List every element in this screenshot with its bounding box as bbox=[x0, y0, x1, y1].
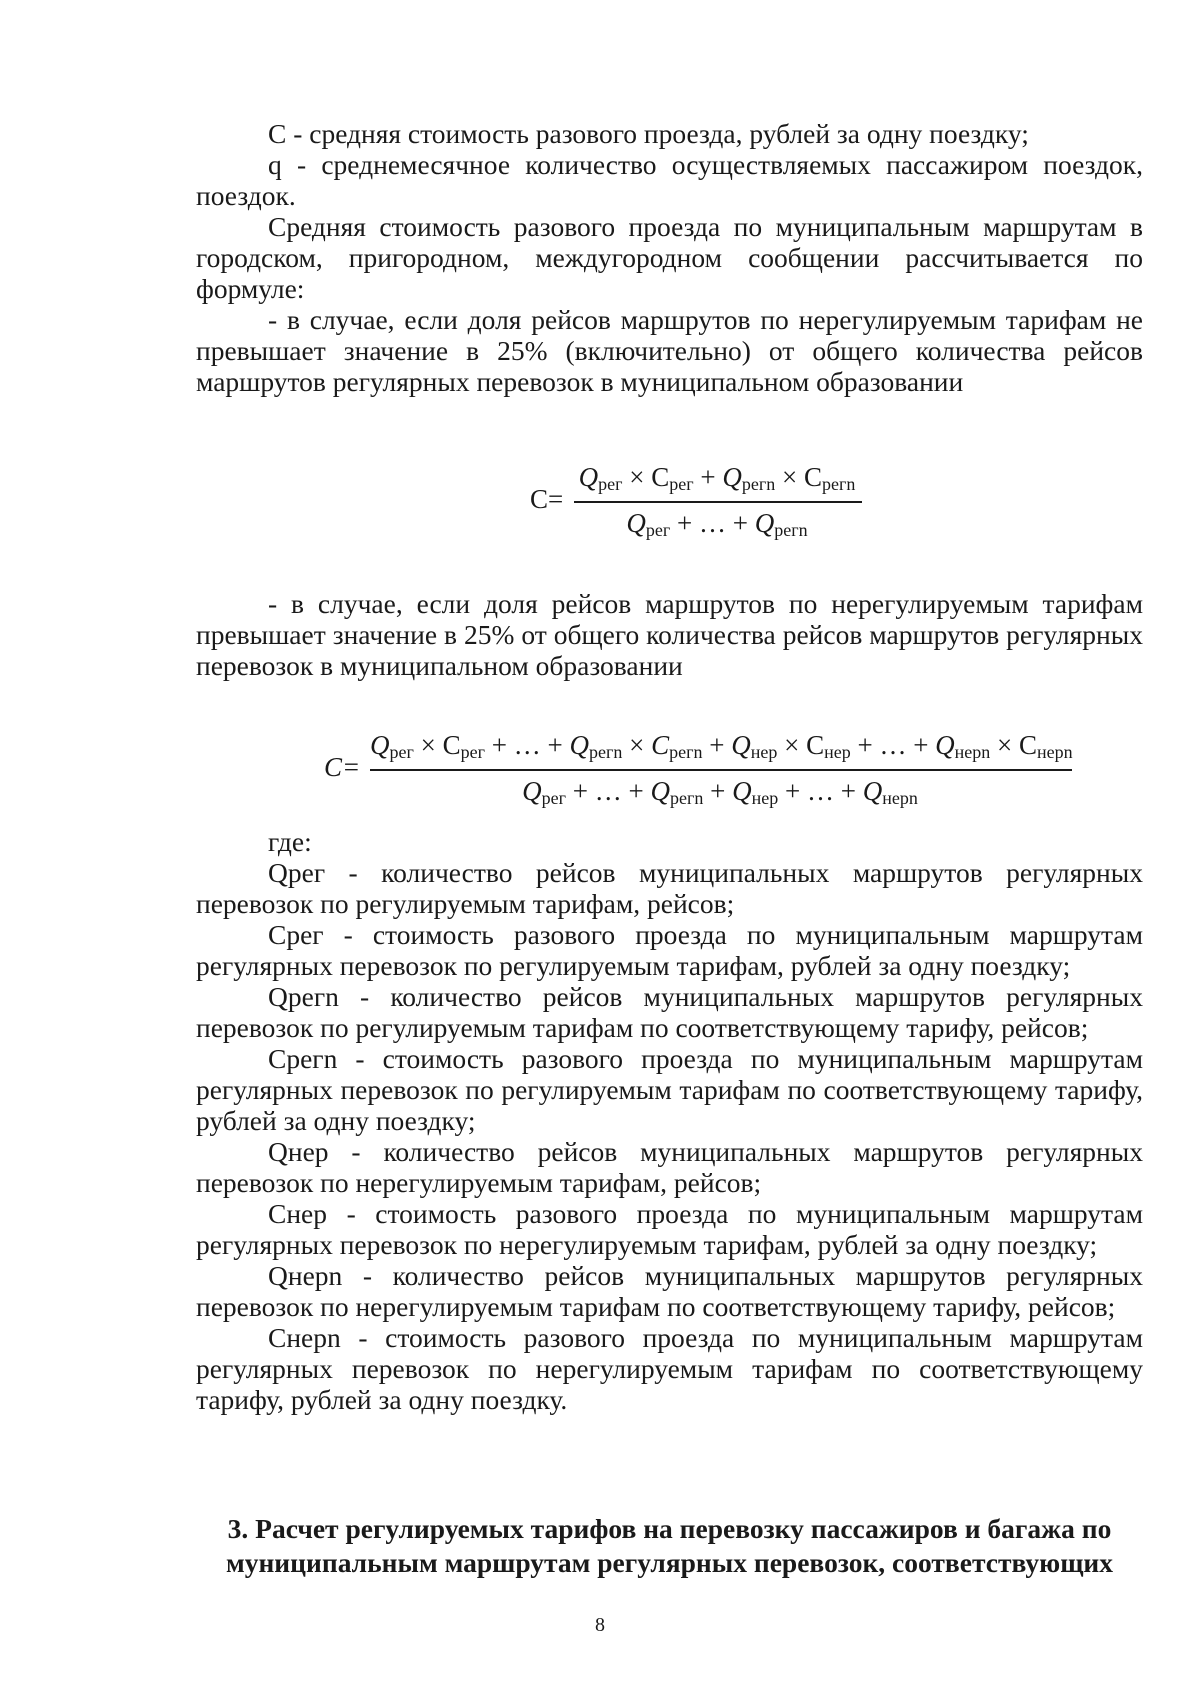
formula-2-lhs: C= bbox=[324, 752, 361, 782]
text-block-intro bbox=[196, 118, 1143, 397]
formula-1-numerator: $Q_{рег} \times С_{рег} + Q_{регn} \times С_{регn}$ bbox=[578, 462, 856, 494]
paragraph-where: где: bbox=[268, 826, 312, 857]
formula-1-lhs: С= bbox=[530, 484, 564, 514]
paragraph-q-definition: q - среднемесячное количество осуществляемых пассажиром поездок, поездок. bbox=[196, 149, 1143, 211]
text-block-definitions bbox=[196, 826, 1143, 1415]
section-heading: 3. Расчет регулируемых тарифов на перевозку пассажиров и багажа по муниципальным маршрутам регулярных перевозок, соответствующих bbox=[225, 1513, 1114, 1578]
paragraph-c-definition: С - средняя стоимость разового проезда, рублей за одну поездку; bbox=[268, 118, 1029, 149]
definition-q-reg: Qрег - количество рейсов муниципальных маршрутов регулярных перевозок по регулируемым тарифам, рейсов; bbox=[196, 857, 1143, 919]
paragraph-case-exceed: - в случае, если доля рейсов маршрутов по нерегулируемым тарифам превышает значение в 25% от общего количества рейсов маршрутов регулярных перевозок в муниципальном образовании bbox=[196, 588, 1143, 681]
formula-1-denominator: $Q_{рег}$ + … + $Q_{регn}$ bbox=[626, 508, 808, 540]
formula-2-denominator: $Q_{рег}$ + … + $Q_{регn} + Q_{нер}$ + … + $Q_{нерn}$ bbox=[522, 776, 918, 808]
definition-q-regn: Qрегn - количество рейсов муниципальных маршрутов регулярных перевозок по регулируемым тарифам по соответствующему тарифу, рейсов; bbox=[196, 981, 1143, 1043]
formula-1-fraction-bar bbox=[574, 501, 862, 503]
definition-q-ner: Qнер - количество рейсов муниципальных маршрутов регулярных перевозок по нерегулируемым тарифам, рейсов; bbox=[196, 1136, 1143, 1198]
formula-2-fraction-bar bbox=[370, 769, 1072, 771]
definition-q-nern: Qнерn - количество рейсов муниципальных маршрутов регулярных перевозок по нерегулируемым тарифам по соответствующему тарифу, рейсов; bbox=[196, 1260, 1143, 1322]
definition-c-regn: Срегn - стоимость разового проезда по муниципальным маршрутам регулярных перевозок по регулируемым тарифам по соответствующему тарифу, рублей за одну поездку; bbox=[196, 1043, 1143, 1136]
definition-c-reg: Срег - стоимость разового проезда по муниципальным маршрутам регулярных перевозок по регулируемым тарифам, рублей за одну поездку; bbox=[196, 919, 1143, 981]
definition-c-nern: Снерn - стоимость разового проезда по муниципальным маршрутам регулярных перевозок по нерегулируемым тарифам по соответствующему тарифу, рублей за одну поездку. bbox=[196, 1322, 1143, 1415]
formula-2-numerator: $Q_{рег} \times С_{рег}$ + … + $Q_{регn} \times С_{регn} + Q_{нер} \times С_{нер}$ + … + $Q_{нерn} \times С_{нерn}$ bbox=[370, 730, 1073, 762]
text-block-case-exceed bbox=[196, 588, 1143, 681]
paragraph-case-not-exceed: - в случае, если доля рейсов маршрутов по нерегулируемым тарифам не превышает значение в 25% (включительно) от общего количества рейсов маршрутов регулярных перевозок в муниципальном образовании bbox=[196, 304, 1143, 397]
definition-c-ner: Снер - стоимость разового проезда по муниципальным маршрутам регулярных перевозок по нерегулируемым тарифам, рублей за одну поездку; bbox=[196, 1198, 1143, 1260]
page-number: 8 bbox=[595, 1614, 605, 1636]
paragraph-average-cost-intro: Средняя стоимость разового проезда по муниципальным маршрутам в городском, пригородном, междугородном сообщении рассчитывается по формуле: bbox=[196, 211, 1143, 304]
